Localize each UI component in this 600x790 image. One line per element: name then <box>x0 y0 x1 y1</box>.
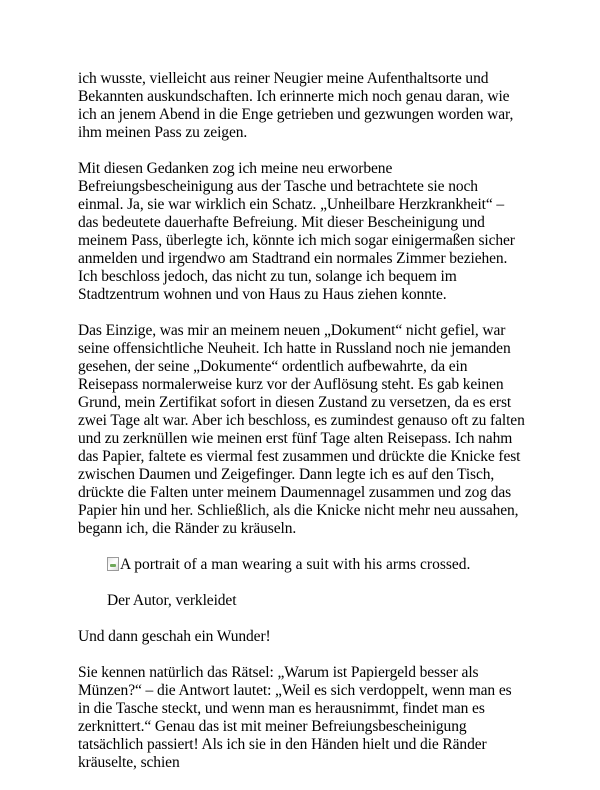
document-page <box>78 70 526 790</box>
author-figure <box>107 556 526 610</box>
paragraph-1: ich wusste, vielleicht aus reiner Neugier meine Aufenthaltsorte und Bekannten auskundschaften. Ich erinnerte mich noch genau daran, wie ich an jenem Abend in die Enge getrieben und gezwungen worden war, ihm meinen Pass zu zeigen. <box>78 70 514 141</box>
paragraph-3: Das Einzige, was mir an meinem neuen „Dokument“ nicht gefiel, war seine offensichtliche Neuheit. Ich hatte in Russland noch nie jemanden gesehen, der seine „Dokumente“ ordentlich aufbewahrte, da ein Reisepass normalerweise kurz vor der Auflösung steht. Es gab keinen Grund, mein Zertifikat sofort in diesen Zustand zu versetzen, da es erst zwei Tage alt war. Aber ich beschloss, es zumindest genauso oft zu falten und zu zerknüllen wie meinen erst fünf Tage alten Reisepass. Ich nahm das Papier, faltete es viermal fest zusammen und drückte die Knicke fest zwischen Daumen und Zeigefinger. Dann legte ich es auf den Tisch, drückte die Falten unter meinem Daumennagel zusammen und zog das Papier hin und her. Schließlich, als die Knicke nicht mehr neu aussahen, begann ich, die Ränder zu kräuseln. <box>78 322 525 537</box>
paragraph-2: Mit diesen Gedanken zog ich meine neu erworbene Befreiungsbescheinigung aus der Tasche und betrachtete sie noch einmal. Ja, sie war wirklich ein Schatz. „Unheilbare Herzkrankheit“ – das bedeutete dauerhafte Befreiung. Mit dieser Bescheinigung und meinem Pass, überlegte ich, könnte ich mich sogar einigermaßen sicher anmelden und irgendwo am Stadtrand ein normales Zimmer beziehen. Ich beschloss jedoch, das nicht zu tun, solange ich bequem im Stadtzentrum wohnen und von Haus zu Haus ziehen konnte. <box>78 160 515 303</box>
image-alt-text: A portrait of a man wearing a suit with his arms crossed. <box>120 556 471 573</box>
broken-image <box>107 556 526 574</box>
paragraph-5: Sie kennen natürlich das Rätsel: „Warum ist Papiergeld besser als Münzen?“ – die Antwort lautet: „Weil es sich verdoppelt, wenn man es in die Tasche steckt, und wenn man es herausnimmt, findet man es zerknittert.“ Genau das ist mit meiner Befreiungsbescheinigung tatsächlich passiert! Als ich sie in den Händen hielt und die Ränder kräuselte, schien <box>78 664 512 771</box>
paragraph-4: Und dann geschah ein Wunder! <box>78 628 271 645</box>
figure-caption: Der Autor, verkleidet <box>107 592 237 609</box>
broken-image-icon <box>107 557 119 571</box>
